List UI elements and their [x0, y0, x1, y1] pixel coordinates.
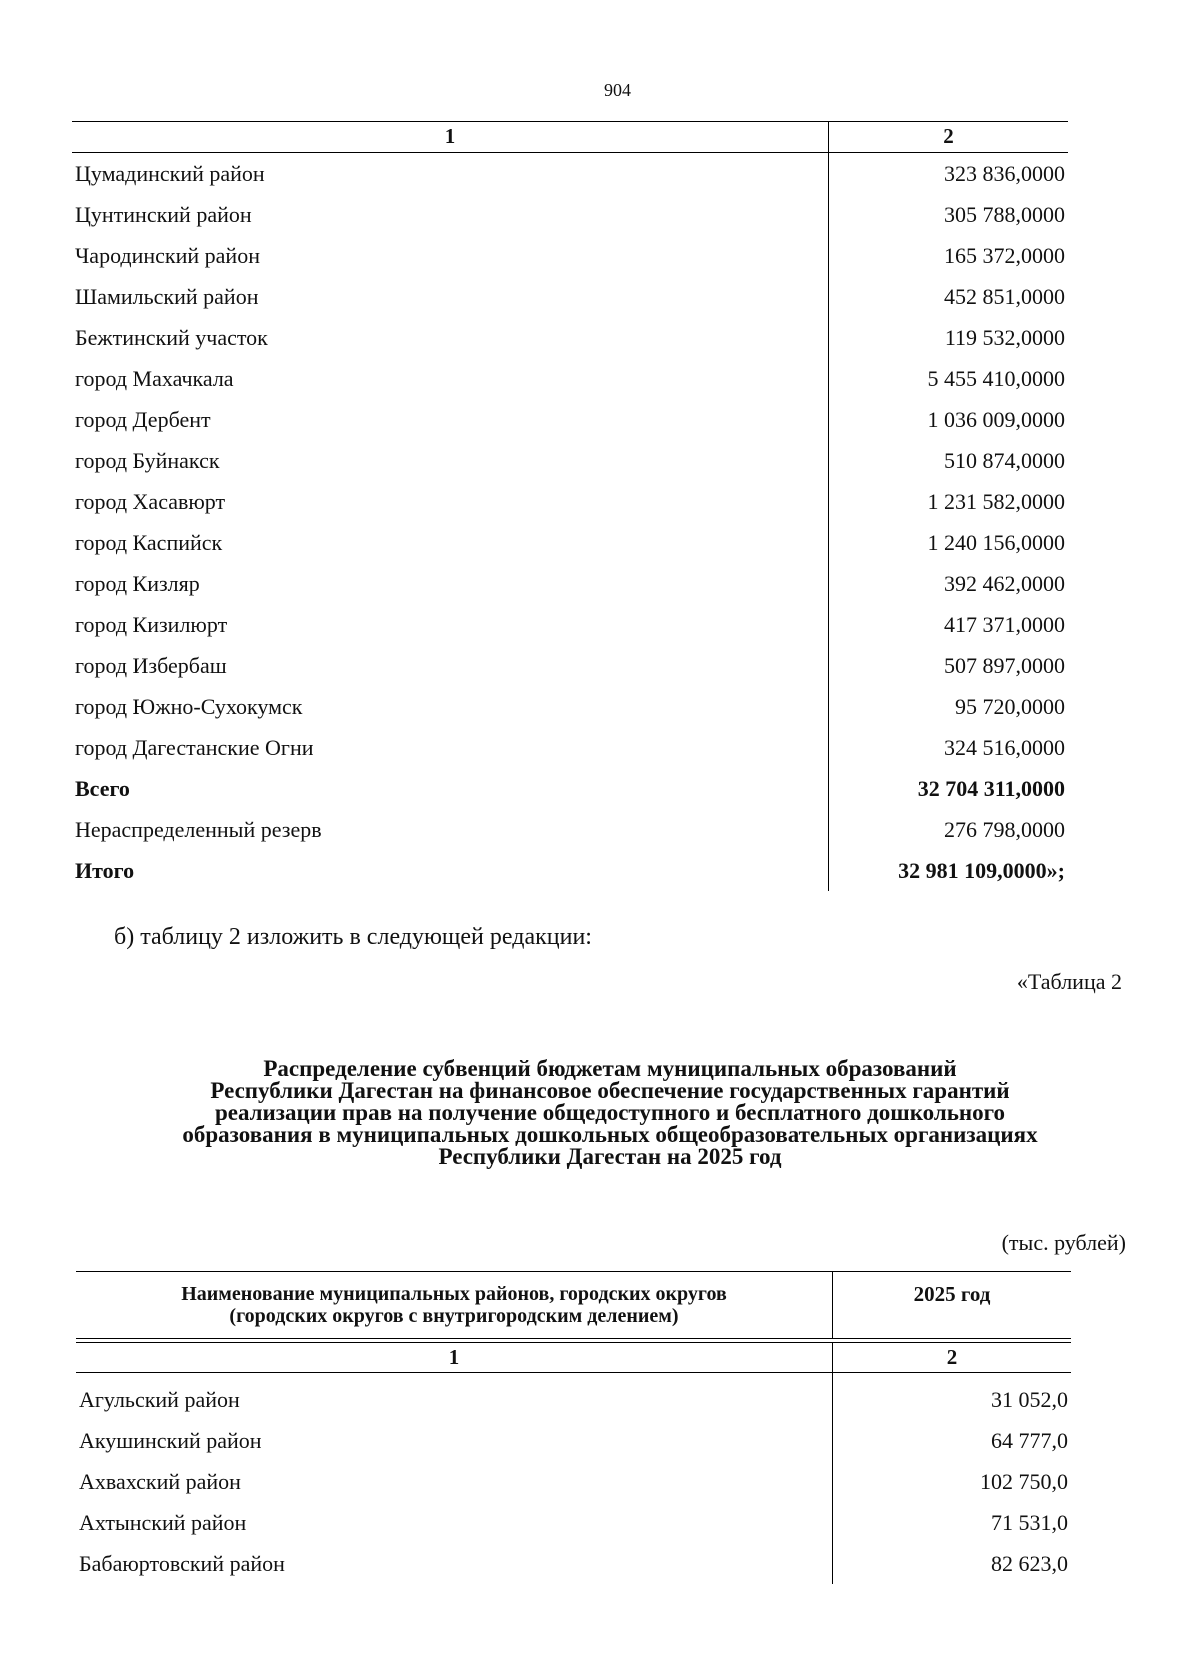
row-name: город Дербент — [75, 406, 211, 432]
table-row — [72, 317, 1068, 358]
row-name: город Кизляр — [75, 570, 200, 596]
table-row — [72, 522, 1068, 563]
row-value: 1 231 582,0000 — [927, 488, 1065, 514]
header-line: Наименование муниципальных районов, городских округов — [181, 1283, 727, 1305]
row-name: город Хасавюрт — [75, 488, 226, 514]
units-note: (тыс. рублей) — [1001, 1230, 1126, 1255]
table-label: «Таблица 2 — [1016, 969, 1122, 994]
table-row — [72, 563, 1068, 604]
row-value: 95 720,0000 — [955, 693, 1065, 719]
column-number-row — [76, 1342, 1071, 1373]
row-name: Шамильский район — [75, 283, 259, 309]
table-row — [72, 809, 1068, 850]
row-name: Бежтинский участок — [75, 324, 268, 350]
row-value: 5 455 410,0000 — [927, 365, 1065, 391]
title-line: образования в муниципальных дошкольных общеобразовательных организациях — [182, 1122, 1038, 1147]
row-value: 64 777,0 — [991, 1427, 1068, 1453]
row-name: Цумадинский район — [75, 160, 265, 186]
table-body — [72, 153, 1068, 891]
table-row — [72, 358, 1068, 399]
table-row — [72, 440, 1068, 481]
table-row — [76, 1461, 1071, 1502]
title-line: Распределение субвенций бюджетам муниципальных образований — [263, 1056, 957, 1081]
table-header-row — [76, 1271, 1071, 1339]
row-value: 32 704 311,0000 — [917, 775, 1065, 801]
table-row — [72, 645, 1068, 686]
header-line: (городских округов с внутригородским делением) — [229, 1305, 679, 1327]
title-line: Республики Дагестан на финансовое обеспечение государственных гарантий — [210, 1078, 1010, 1103]
table-row — [72, 276, 1068, 317]
row-value: 323 836,0000 — [944, 160, 1065, 186]
table-row — [76, 1420, 1071, 1461]
row-name: город Южно-Сухокумск — [75, 693, 303, 719]
table-row — [76, 1502, 1071, 1543]
table-body — [76, 1373, 1071, 1584]
row-value: 119 532,0000 — [944, 324, 1065, 350]
row-value: 32 981 109,0000»; — [898, 857, 1065, 883]
table-header-row — [72, 121, 1068, 153]
row-value: 324 516,0000 — [944, 734, 1065, 760]
column-number-2: 2 — [828, 122, 1068, 152]
header-year: 2025 год — [832, 1272, 1071, 1338]
row-name: город Махачкала — [75, 365, 234, 391]
row-name: город Буйнакск — [75, 447, 220, 473]
row-name: город Избербаш — [75, 652, 227, 678]
row-name: город Каспийск — [75, 529, 223, 555]
page-number: 904 — [604, 80, 631, 100]
table-row — [72, 194, 1068, 235]
table-row — [72, 153, 1068, 194]
row-value: 71 531,0 — [991, 1509, 1068, 1535]
row-value: 1 036 009,0000 — [927, 406, 1065, 432]
row-name: город Дагестанские Огни — [75, 734, 314, 760]
row-value: 165 372,0000 — [944, 242, 1065, 268]
row-value: 276 798,0000 — [944, 816, 1065, 842]
header-municipality — [76, 1272, 832, 1338]
row-name: город Кизилюрт — [75, 611, 228, 637]
row-value: 102 750,0 — [980, 1468, 1068, 1494]
row-value: 417 371,0000 — [944, 611, 1065, 637]
row-value: 305 788,0000 — [944, 201, 1065, 227]
table-row — [76, 1379, 1071, 1420]
table-row — [72, 727, 1068, 768]
row-value: 82 623,0 — [991, 1550, 1068, 1576]
instruction-text: б) таблицу 2 изложить в следующей редакции: — [114, 924, 592, 950]
row-value: 507 897,0000 — [944, 652, 1065, 678]
row-name: Агульский район — [79, 1386, 240, 1412]
row-name: Ахтынский район — [79, 1509, 247, 1535]
table-row — [72, 768, 1068, 809]
title-line: реализации прав на получение общедоступного и бесплатного дошкольного — [214, 1100, 1006, 1125]
column-number-2: 2 — [832, 1343, 1071, 1372]
table-row — [76, 1543, 1071, 1584]
row-value: 1 240 156,0000 — [927, 529, 1065, 555]
row-name: Итого — [75, 857, 135, 883]
row-value: 392 462,0000 — [944, 570, 1065, 596]
row-value: 510 874,0000 — [944, 447, 1065, 473]
allocation-table-continued — [72, 121, 1068, 891]
row-name: Цунтинский район — [75, 201, 252, 227]
row-value: 452 851,0000 — [944, 283, 1065, 309]
column-number-1: 1 — [444, 124, 456, 148]
table-row — [72, 686, 1068, 727]
row-name: Ахвахский район — [79, 1468, 241, 1494]
row-value: 31 052,0 — [991, 1386, 1068, 1412]
row-name: Всего — [75, 775, 130, 801]
table-row — [72, 850, 1068, 891]
table-row — [72, 399, 1068, 440]
subvention-table — [76, 1271, 1071, 1584]
column-number-1: 1 — [448, 1345, 460, 1369]
table-title — [110, 1058, 1110, 1168]
row-name: Бабаюртовский район — [79, 1550, 285, 1576]
table-row — [72, 604, 1068, 645]
table-row — [72, 481, 1068, 522]
row-name: Акушинский район — [79, 1427, 262, 1453]
table-row — [72, 235, 1068, 276]
title-line: Республики Дагестан на 2025 год — [438, 1144, 782, 1169]
row-name: Чародинский район — [75, 242, 260, 268]
row-name: Нераспределенный резерв — [75, 816, 322, 842]
